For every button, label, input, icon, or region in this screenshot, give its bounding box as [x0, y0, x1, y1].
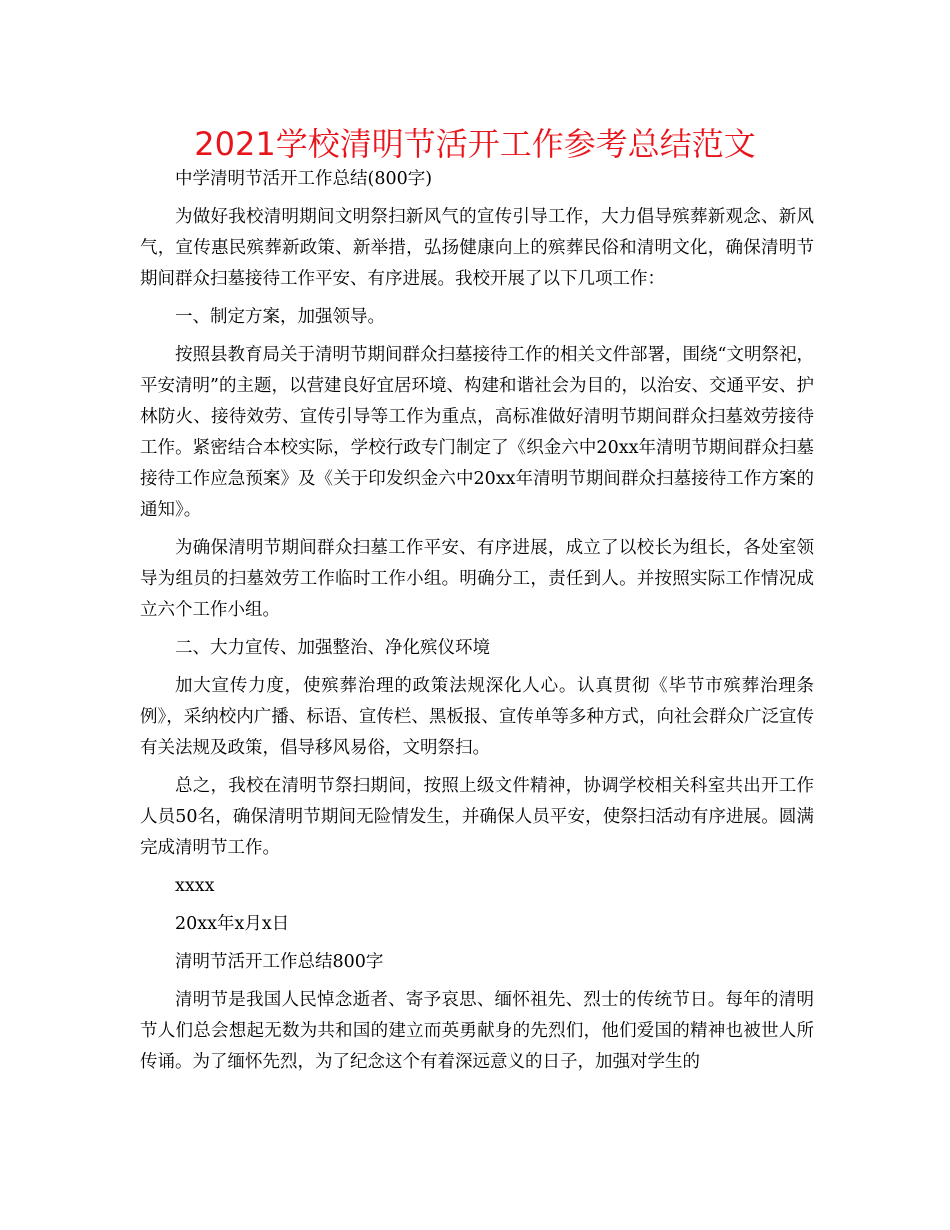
paragraph-intro: 为做好我校清明期间文明祭扫新风气的宣传引导工作，大力倡导殡葬新观念、新风气，宣传惠民殡葬新政策、新举措，弘扬健康向上的殡葬民俗和清明文化，确保清明节期间群众扫墓接待工作平安、有序进展。我校开展了以下几项工作： — [140, 207, 814, 289]
paragraph-subtitle: 中学清明节活开工作总结(800字) — [175, 169, 433, 189]
document-body — [140, 164, 814, 1078]
paragraph-section-1: 按照县教育局关于清明节期间群众扫墓接待工作的相关文件部署，围绕“文明祭祀，平安清明”的主题，以营建良好宜居环境、构建和谐社会为目的，以治安、交通平安、护林防火、接待效劳、宣传引导等工作为重点，高标准做好清明节期间群众扫墓效劳接待工作。紧密结合本校实际，学校行政专门制定了《织金六中20xx年清明节期间群众扫墓接待工作应急预案》及《关于印发织金六中20xx年清明节期间群众扫墓接待工作方案的通知》。 — [140, 345, 814, 520]
paragraph-conclusion: 总之，我校在清明节祭扫期间，按照上级文件精神，协调学校相关科室共出开工作人员50名，确保清明节期间无险情发生，并确保人员平安，使祭扫活动有序进展。圆满完成清明节工作。 — [140, 776, 814, 858]
date-line: 20xx年x月x日 — [175, 914, 290, 934]
section-heading-2: 二、大力宣传、加强整治、净化殡仪环境 — [175, 638, 490, 658]
signature-line: xxxx — [175, 876, 215, 896]
second-article-heading: 清明节活开工作总结800字 — [175, 952, 384, 972]
section-heading-1: 一、制定方案，加强领导。 — [175, 307, 385, 327]
paragraph-work-group: 为确保清明节期间群众扫墓工作平安、有序进展，成立了以校长为组长，各处室领导为组员的扫墓效劳工作临时工作小组。明确分工，责任到人。并按照实际工作情况成立六个工作小组。 — [140, 538, 814, 620]
document-title: 2021学校清明节活开工作参考总结范文 — [194, 125, 756, 163]
paragraph-section-2: 加大宣传力度，使殡葬治理的政策法规深化人心。认真贯彻《毕节市殡葬治理条例》，采纳校内广播、标语、宣传栏、黑板报、宣传单等多种方式，向社会群众广泛宣传有关法规及政策，倡导移风易俗，文明祭扫。 — [140, 676, 814, 758]
paragraph-second-article: 清明节是我国人民悼念逝者、寄予哀思、缅怀祖先、烈士的传统节日。每年的清明节人们总会想起无数为共和国的建立而英勇献身的先烈们，他们爱国的精神也被世人所传诵。为了缅怀先烈，为了纪念这个有着深远意义的日子，加强对学生的 — [140, 990, 814, 1072]
